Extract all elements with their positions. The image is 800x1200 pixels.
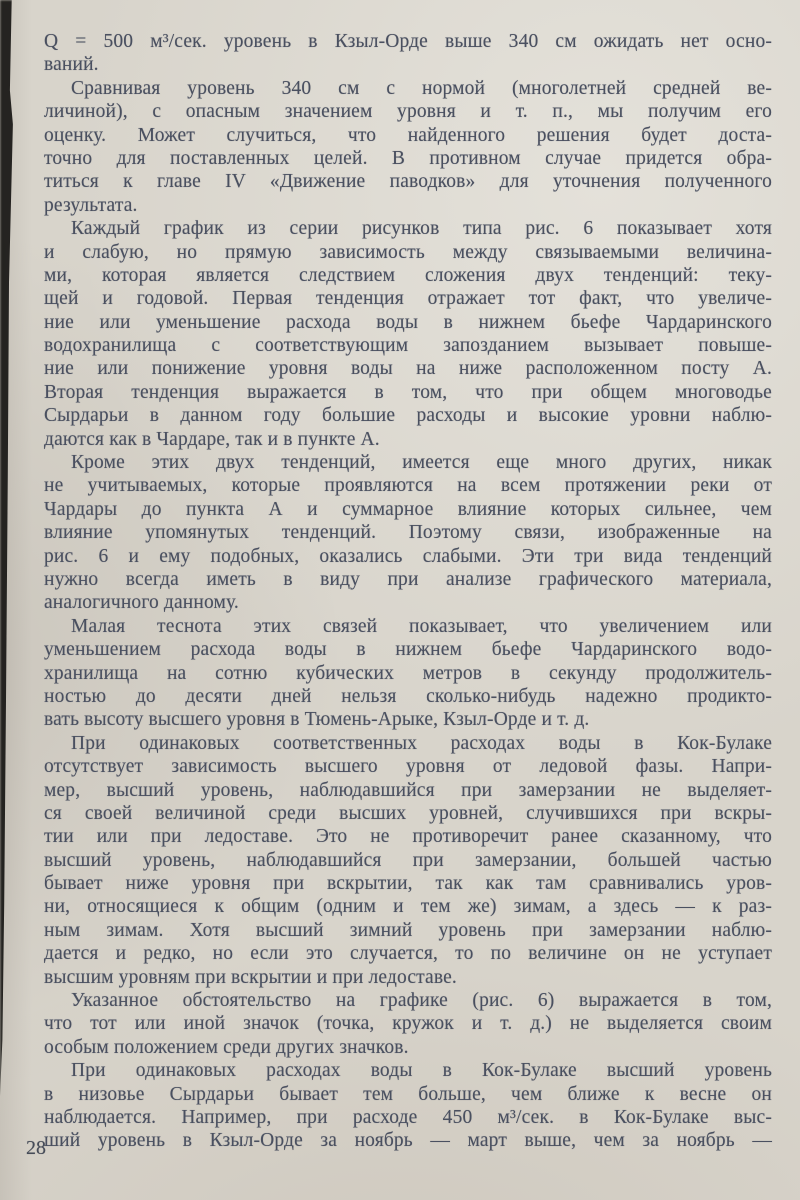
text-line: мер, высший уровень, наблюдавшийся при замерзании не выделяет-: [44, 779, 772, 801]
text-line: При одинаковых соответственных расходах воды в Кок-Булаке: [71, 732, 772, 754]
text-line: ни, относящиеся к общим (одним и тем же) зимам, а здесь — к раз-: [44, 896, 772, 918]
text-line: щей и годовой. Первая тенденция отражает тот факт, что увеличе-: [44, 288, 772, 310]
text-line: При одинаковых расходах воды в Кок-Булаке высший уровень: [71, 1060, 772, 1082]
text-line: тии или при ледоставе. Это не противоречит ранее сказанному, что: [44, 826, 772, 848]
text-line: Вторая тенденция выражается в том, что при общем многоводье: [44, 381, 772, 403]
text-line: нужно всегда иметь в виду при анализе графического материала,: [44, 568, 772, 590]
text-line: ший уровень в Кзыл-Орде за ноябрь — март выше, чем за ноябрь —: [44, 1130, 772, 1152]
text-line: Указанное обстоятельство на графике (рис. 6) выражается в том,: [71, 990, 772, 1012]
text-line: особым положением среди других значков.: [44, 1036, 409, 1058]
text-line: уменьшением расхода воды в нижнем бьефе Чардаринского водо-: [44, 639, 772, 661]
text-line: ностью до десяти дней нельзя сколько-нибудь надежно продикто-: [44, 685, 772, 707]
text-line: ние или уменьшение расхода воды в нижнем бьефе Чардаринского: [44, 311, 772, 333]
text-line: влияние упомянутых тенденций. Поэтому связи, изображенные на: [44, 522, 772, 544]
text-line: не учитываемых, которые проявляются на всем протяжении реки от: [44, 475, 772, 497]
text-line: результата.: [44, 194, 138, 216]
text-line: ся своей величиной среди высших уровней, случившихся при вскры-: [44, 802, 772, 824]
text-line: рис. 6 и ему подобных, оказались слабыми. Эти три вида тенденций: [44, 545, 772, 567]
text-line: водохранилища с соответствующим запозданием вызывает повыше-: [44, 335, 772, 357]
text-line: Чардары до пункта А и суммарное влияние которых сильнее, чем: [44, 498, 772, 520]
scan-edge-shadow: [0, 0, 15, 1130]
text-line: аналогичного данному.: [44, 592, 239, 614]
text-line: бывает ниже уровня при вскрытии, так как там сравнивались уров-: [44, 873, 772, 895]
text-line: высший уровень, наблюдавшийся при замерзании, большей частью: [44, 849, 772, 871]
text-line: дается и редко, но если это случается, то по величине он не уступает: [44, 943, 772, 965]
text-line: ние или понижение уровня воды на ниже расположенном посту А.: [44, 358, 772, 380]
text-line: личиной), с опасным значением уровня и т. п., мы получим его: [44, 101, 772, 123]
text-line: что тот или иной значок (точка, кружок и т. д.) не выделяется своим: [44, 1013, 772, 1035]
text-line: хранилища на сотню кубических метров в секунду продолжитель-: [44, 662, 772, 684]
text-line: даются как в Чардаре, так и в пункте А.: [44, 428, 380, 450]
text-block: [44, 30, 772, 1153]
text-line: оценку. Может случиться, что найденного решения будет доста-: [44, 124, 772, 146]
text-line: Q = 500 м³/сек. уровень в Кзыл-Орде выше 340 см ожидать нет осно-: [44, 31, 772, 52]
page-number: 28: [26, 1137, 46, 1159]
text-line: ми, которая является следствием сложения двух тенденций: теку-: [44, 264, 772, 286]
text-line: Малая теснота этих связей показывает, что увеличением или: [71, 615, 772, 637]
text-line: ваний.: [44, 54, 99, 76]
text-line: Сырдарьи в данном году большие расходы и высокие уровни наблю-: [44, 405, 772, 427]
text-line: точно для поставленных целей. В противном случае придется обра-: [44, 147, 772, 169]
text-line: Кроме этих двух тенденций, имеется еще много других, никак: [71, 452, 772, 474]
text-line: в низовье Сырдарьи бывает тем больше, чем ближе к весне он: [44, 1083, 772, 1105]
text-line: ным зимам. Хотя высший зимний уровень при замерзании наблю-: [44, 919, 772, 941]
text-line: вать высоту высшего уровня в Тюмень-Арыке, Кзыл-Орде и т. д.: [44, 709, 590, 731]
text-line: титься к главе IV «Движение паводков» для уточнения полученного: [44, 171, 772, 193]
text-line: Каждый график из серии рисунков типа рис. 6 показывает хотя: [71, 218, 772, 240]
text-line: отсутствует зависимость высшего уровня от ледовой фазы. Напри-: [44, 756, 772, 778]
text-line: и слабую, но прямую зависимость между связываемыми величина-: [44, 241, 772, 263]
text-line: наблюдается. Например, при расходе 450 м³/сек. в Кок-Булаке выс-: [44, 1106, 772, 1128]
text-line: Сравнивая уровень 340 см с нормой (многолетней средней ве-: [71, 77, 772, 99]
text-line: высшим уровням при вскрытии и при ледоставе.: [44, 966, 457, 988]
